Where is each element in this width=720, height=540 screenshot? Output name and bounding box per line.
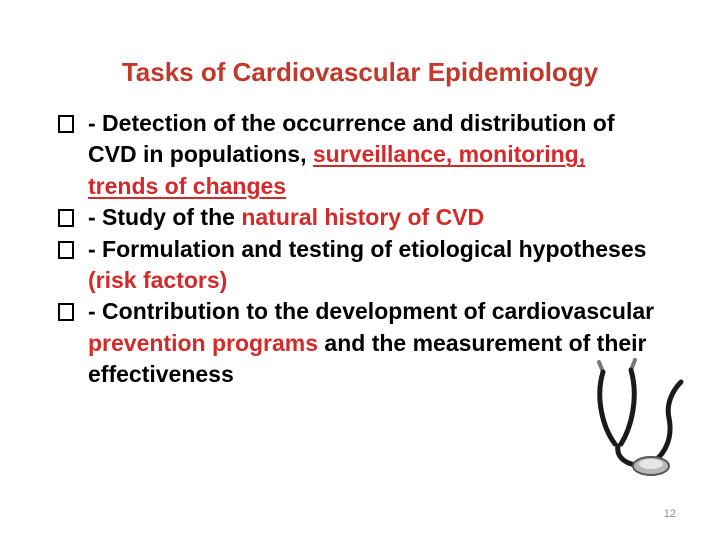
- bullet-text: - Study of the: [88, 204, 242, 231]
- bullet-list: [56, 108, 656, 391]
- bullet-item: [56, 296, 656, 390]
- page-number: 12: [663, 508, 676, 520]
- bullet-text: - Formulation and testing of etiological hypotheses: [88, 235, 647, 262]
- bullet-text: - Contribution to the development of cardiovascular: [88, 298, 655, 325]
- bullet-highlight: (risk factors): [88, 267, 228, 294]
- checkbox-icon: [58, 303, 74, 321]
- bullet-item: [56, 108, 656, 202]
- bullet-highlight: natural history of CVD: [241, 204, 485, 231]
- bullet-item: [56, 234, 656, 297]
- bullet-highlight: surveillance, monitoring, trends of changes: [88, 141, 586, 199]
- bullet-text-end: and the measurement of their effectiveness: [88, 329, 647, 388]
- stethoscope-icon: [585, 358, 685, 480]
- bullet-text: - Detection of the occurrence and distribution of CVD in populations,: [88, 110, 615, 168]
- checkbox-icon: [58, 209, 74, 227]
- bullet-item: [56, 202, 656, 233]
- checkbox-icon: [58, 115, 74, 133]
- checkbox-icon: [58, 241, 74, 259]
- slide-title: Tasks of Cardiovascular Epidemiology: [121, 57, 599, 87]
- bullet-highlight: prevention programs: [88, 329, 319, 356]
